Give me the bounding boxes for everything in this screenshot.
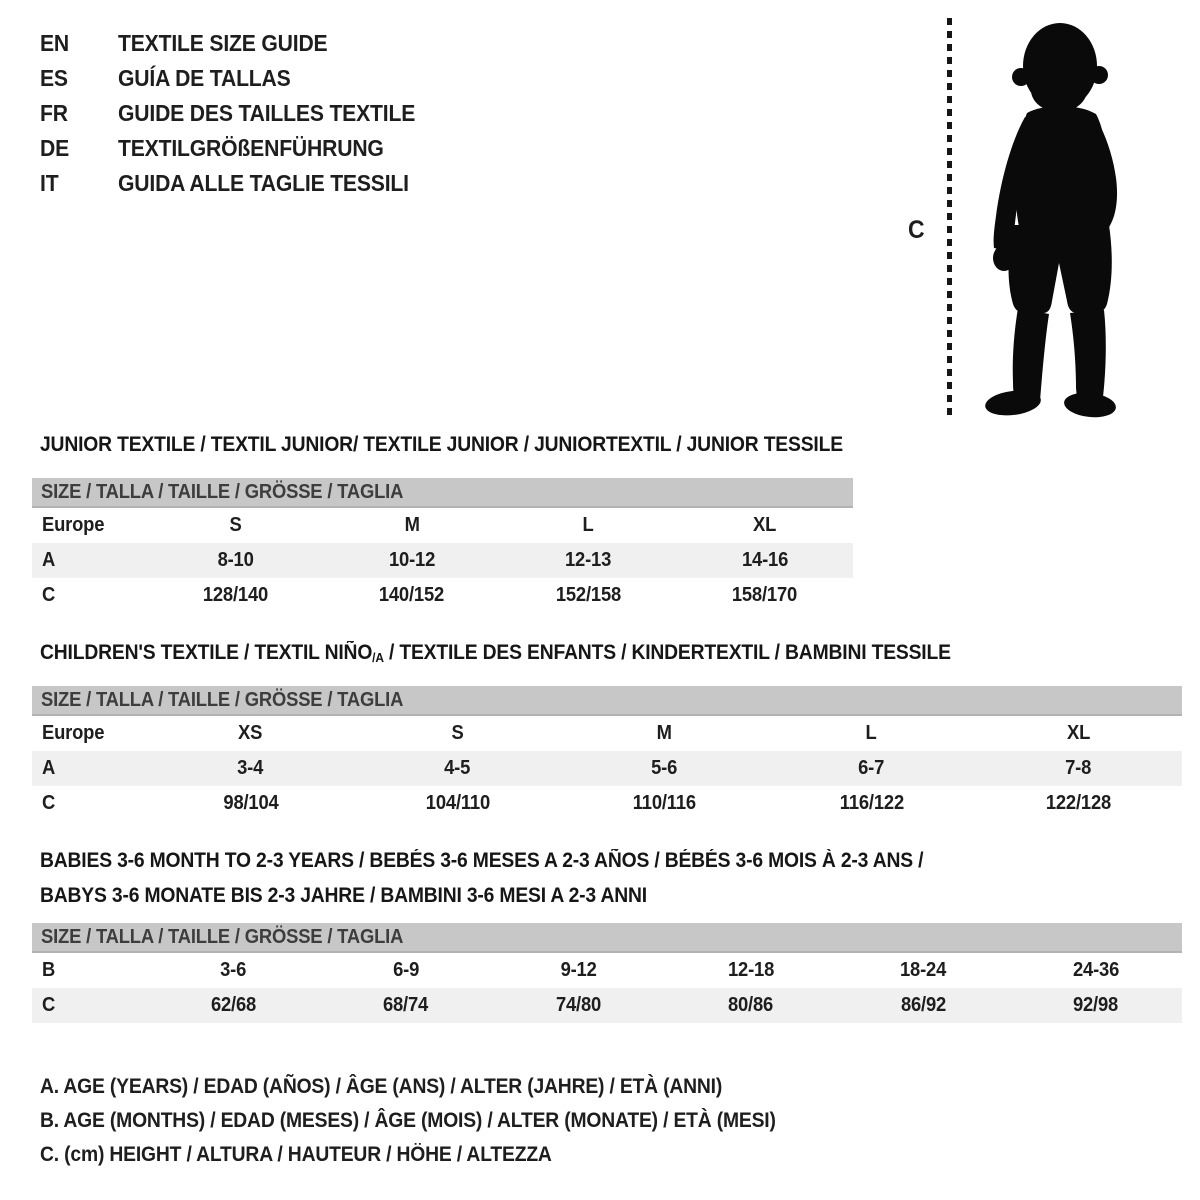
babies-size-table (32, 923, 1182, 1023)
size-value-cell: 10-12 (388, 549, 435, 571)
size-value-cell: 86/92 (900, 994, 946, 1016)
row-label: B (42, 959, 56, 981)
measure-label-c: C (908, 216, 925, 244)
size-value-cell: 80/86 (728, 994, 774, 1016)
language-row (40, 131, 441, 166)
size-value-cell: 8-10 (217, 549, 254, 571)
table-row (32, 988, 1182, 1023)
size-value-cell: 6-7 (858, 757, 885, 779)
row-label: C (42, 584, 56, 606)
footnote-c: C. (cm) HEIGHT / ALTURA / HAUTEUR / HÖHE / ALTEZZA (40, 1143, 552, 1166)
language-code: EN (40, 30, 70, 56)
size-value-cell: 128/140 (202, 584, 268, 606)
size-value-cell: L (865, 722, 878, 744)
size-value-cell: 116/122 (839, 792, 904, 814)
size-value-cell: 12-13 (565, 549, 612, 571)
size-value-cell: S (229, 514, 242, 536)
size-value-cell: 3-6 (220, 959, 247, 981)
language-header (40, 26, 441, 201)
size-value-cell: 98/104 (222, 792, 279, 814)
size-value-cell: 158/170 (732, 584, 798, 606)
toddler-silhouette-icon (963, 20, 1138, 418)
size-header-bar: SIZE / TALLA / TAILLE / GRÖSSE / TAGLIA (32, 478, 853, 508)
language-row (40, 96, 441, 131)
language-code: IT (40, 170, 59, 196)
table-row (32, 751, 1182, 786)
table-row (32, 953, 1182, 988)
language-title: TEXTILE SIZE GUIDE (118, 30, 328, 56)
table-row (32, 716, 1182, 751)
row-label: C (42, 792, 56, 814)
children-size-table (32, 686, 1182, 821)
size-value-cell: 68/74 (383, 994, 429, 1016)
size-value-cell: 140/152 (379, 584, 445, 606)
junior-section-title: JUNIOR TEXTILE / TEXTIL JUNIOR/ TEXTILE JUNIOR / JUNIORTEXTIL / JUNIOR TESSILE (40, 433, 843, 456)
language-title: TEXTILGRÖßENFÜHRUNG (118, 135, 384, 161)
size-value-cell: 4-5 (444, 757, 471, 779)
size-value-cell: 3-4 (237, 757, 264, 779)
size-header-bar: SIZE / TALLA / TAILLE / GRÖSSE / TAGLIA (32, 923, 1182, 953)
footnote-b: B. AGE (MONTHS) / EDAD (MESES) / ÂGE (MOIS) / ALTER (MONATE) / ETÀ (MESI) (40, 1109, 776, 1132)
size-value-cell: 74/80 (555, 994, 601, 1016)
table-row (32, 508, 853, 543)
size-value-cell: XL (753, 514, 777, 536)
language-code: ES (40, 65, 68, 91)
footnotes (40, 1070, 840, 1172)
row-label: Europe (42, 722, 105, 744)
size-value-cell: 62/68 (210, 994, 256, 1016)
size-value-cell: 122/128 (1045, 792, 1112, 814)
title-subscript: /A (372, 650, 384, 665)
language-title: GUIDE DES TAILLES TEXTILE (118, 100, 416, 126)
babies-section-title: BABIES 3-6 MONTH TO 2-3 YEARS / BEBÉS 3-6 MESES A 2-3 AÑOS / BÉBÉS 3-6 MOIS À 2-3 ANS / BABYS 3-6 MONATE BIS 2-3 JAHRE / BAMBINI 3-6 MESI A 2-3 ANNI (40, 849, 924, 907)
size-value-cell: 5-6 (651, 757, 678, 779)
language-row (40, 166, 441, 201)
size-value-cell: 7-8 (1065, 757, 1092, 779)
size-value-cell: 14-16 (741, 549, 788, 571)
language-row (40, 61, 441, 96)
table-row (32, 786, 1182, 821)
size-value-cell: XL (1066, 722, 1091, 744)
height-measure-dashed-line (947, 18, 952, 418)
row-label: A (42, 549, 56, 571)
size-value-cell: L (582, 514, 594, 536)
row-label: A (42, 757, 56, 779)
size-value-cell: S (451, 722, 464, 744)
row-label: C (42, 994, 56, 1016)
size-value-cell: XS (238, 722, 263, 744)
size-value-cell: 9-12 (560, 959, 597, 981)
table-row (32, 578, 853, 613)
size-value-cell: 110/116 (632, 792, 697, 814)
size-value-cell: M (656, 722, 673, 744)
children-section-title: CHILDREN'S TEXTILE / TEXTIL NIÑO/A / TEXTILE DES ENFANTS / KINDERTEXTIL / BAMBINI TESSILE (40, 641, 951, 665)
language-code: FR (40, 100, 68, 126)
size-value-cell: 6-9 (392, 959, 419, 981)
size-value-cell: 18-24 (900, 959, 947, 981)
footnote-a: A. AGE (YEARS) / EDAD (AÑOS) / ÂGE (ANS) / ALTER (JAHRE) / ETÀ (ANNI) (40, 1075, 723, 1098)
language-title: GUIDA ALLE TAGLIE TESSILI (118, 170, 409, 196)
size-header-bar: SIZE / TALLA / TAILLE / GRÖSSE / TAGLIA (32, 686, 1182, 716)
size-value-cell: 92/98 (1073, 994, 1119, 1016)
table-row (32, 543, 853, 578)
size-value-cell: 152/158 (555, 584, 621, 606)
size-value-cell: 24-36 (1072, 959, 1119, 981)
size-value-cell: 12-18 (727, 959, 774, 981)
language-code: DE (40, 135, 70, 161)
language-row (40, 26, 441, 61)
language-title: GUÍA DE TALLAS (118, 65, 291, 91)
size-value-cell: 104/110 (425, 792, 490, 814)
junior-size-table (32, 478, 853, 613)
row-label: Europe (42, 514, 105, 536)
size-value-cell: M (404, 514, 420, 536)
